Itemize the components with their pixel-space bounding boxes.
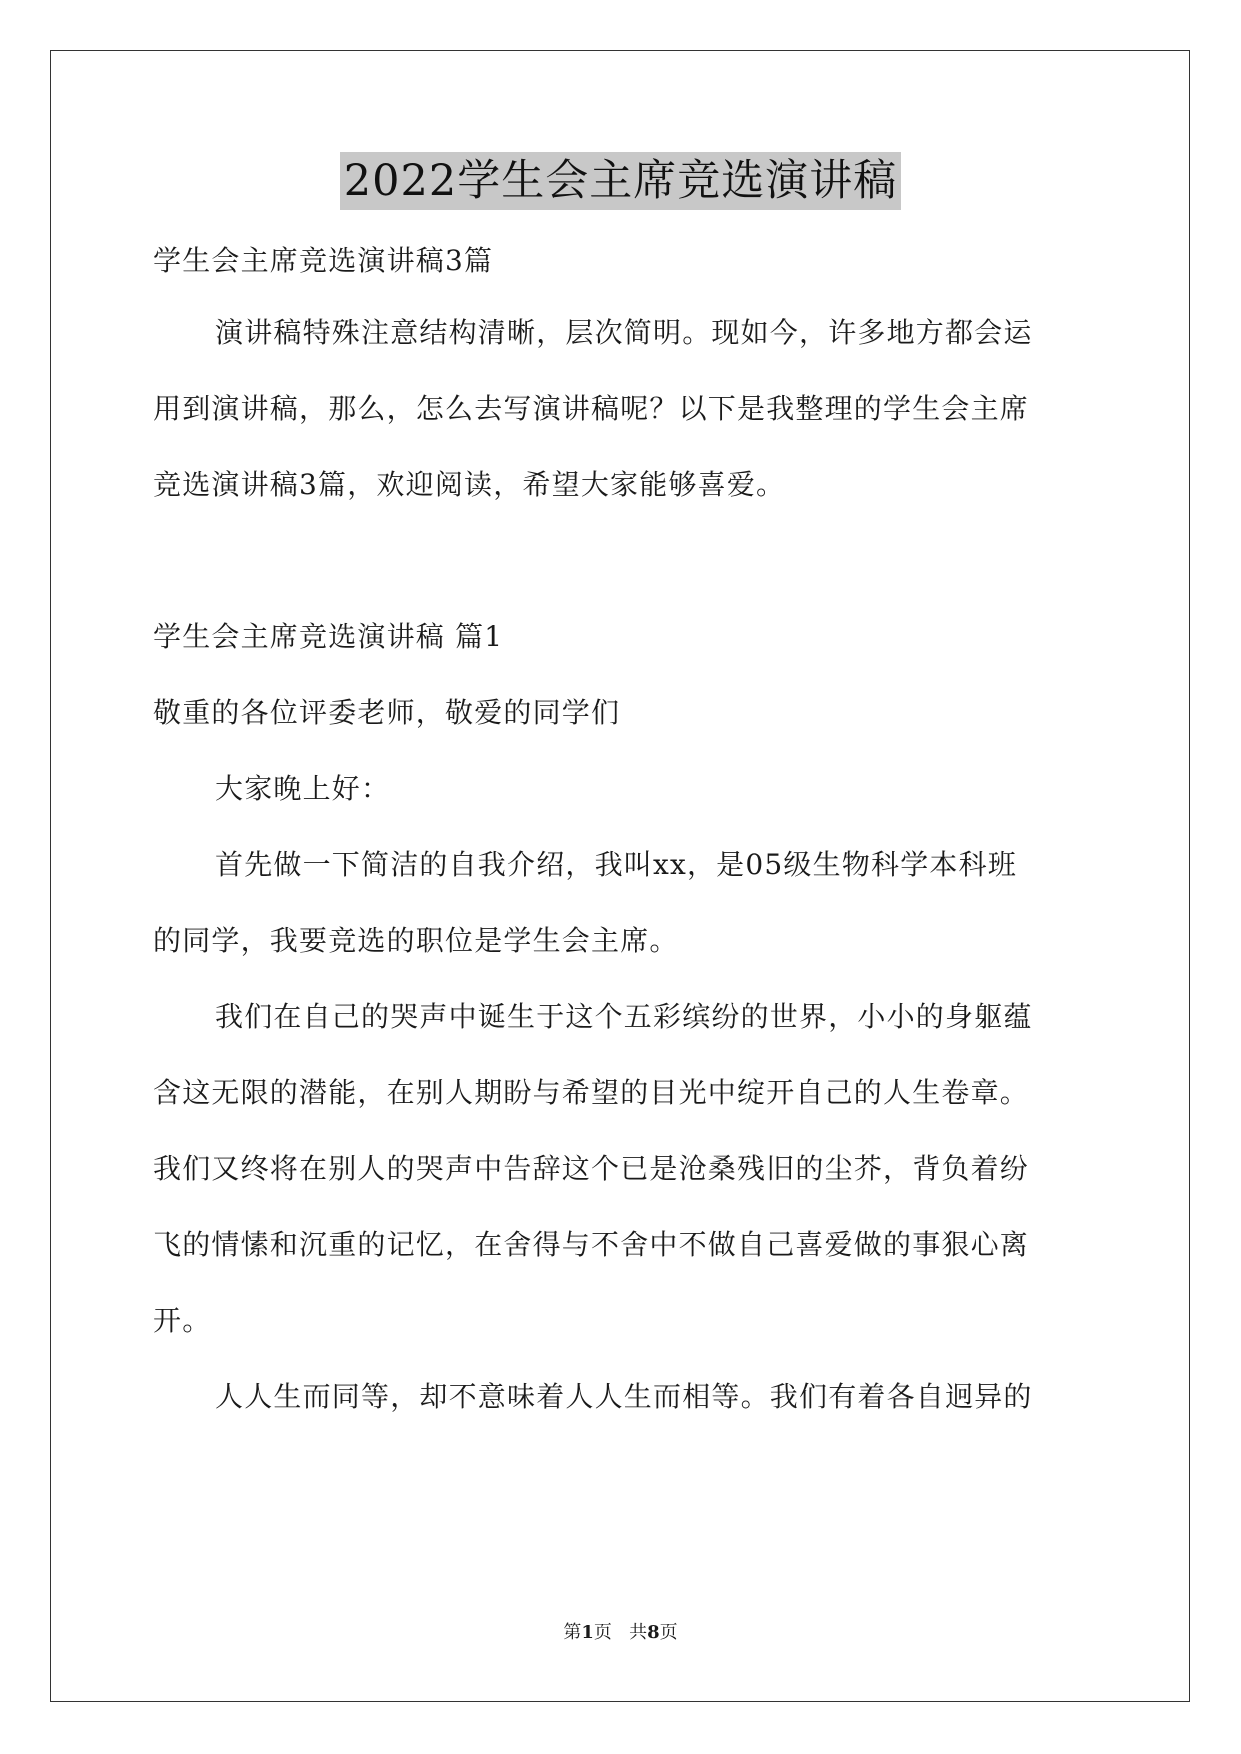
salutation-line: 敬重的各位评委老师，敬爱的同学们	[153, 696, 621, 729]
paragraph-line: 开。	[153, 1304, 212, 1337]
paragraph-line: 含这无限的潜能，在别人期盼与希望的目光中绽开自己的人生卷章。	[153, 1076, 1030, 1109]
section-heading: 学生会主席竞选演讲稿 篇1	[153, 620, 504, 653]
subtitle-line: 学生会主席竞选演讲稿3篇	[153, 244, 494, 277]
footer-suffix: 页	[659, 1622, 678, 1643]
page-footer	[0, 1621, 1241, 1645]
paragraph-line: 人人生而同等，却不意味着人人生而相等。我们有着各自迥异的	[215, 1380, 1033, 1413]
footer-total-pages: 8	[647, 1622, 660, 1643]
paragraph-line: 我们又终将在别人的哭声中告辞这个已是沧桑残旧的尘芥，背负着纷	[153, 1152, 1030, 1185]
footer-current-page: 1	[581, 1622, 594, 1643]
title-container	[0, 152, 1241, 210]
paragraph-line: 飞的情愫和沉重的记忆，在舍得与不舍中不做自己喜爱做的事狠心离	[153, 1228, 1030, 1261]
paragraph-line: 演讲稿特殊注意结构清晰，层次简明。现如今，许多地方都会运	[215, 316, 1033, 349]
paragraph-line: 首先做一下简洁的自我介绍，我叫xx，是05级生物科学本科班	[215, 848, 1018, 881]
paragraph-line: 的同学，我要竞选的职位是学生会主席。	[153, 924, 679, 957]
greeting-line: 大家晚上好：	[215, 772, 391, 805]
paragraph-line: 竞选演讲稿3篇，欢迎阅读，希望大家能够喜爱。	[153, 468, 786, 501]
footer-prefix: 第	[563, 1622, 582, 1643]
paragraph-line: 我们在自己的哭声中诞生于这个五彩缤纷的世界，小小的身躯蕴	[215, 1000, 1033, 1033]
footer-mid: 页 共	[593, 1622, 648, 1643]
paragraph-line: 用到演讲稿，那么，怎么去写演讲稿呢？以下是我整理的学生会主席	[153, 392, 1030, 425]
document-title: 2022学生会主席竞选演讲稿	[340, 152, 901, 210]
